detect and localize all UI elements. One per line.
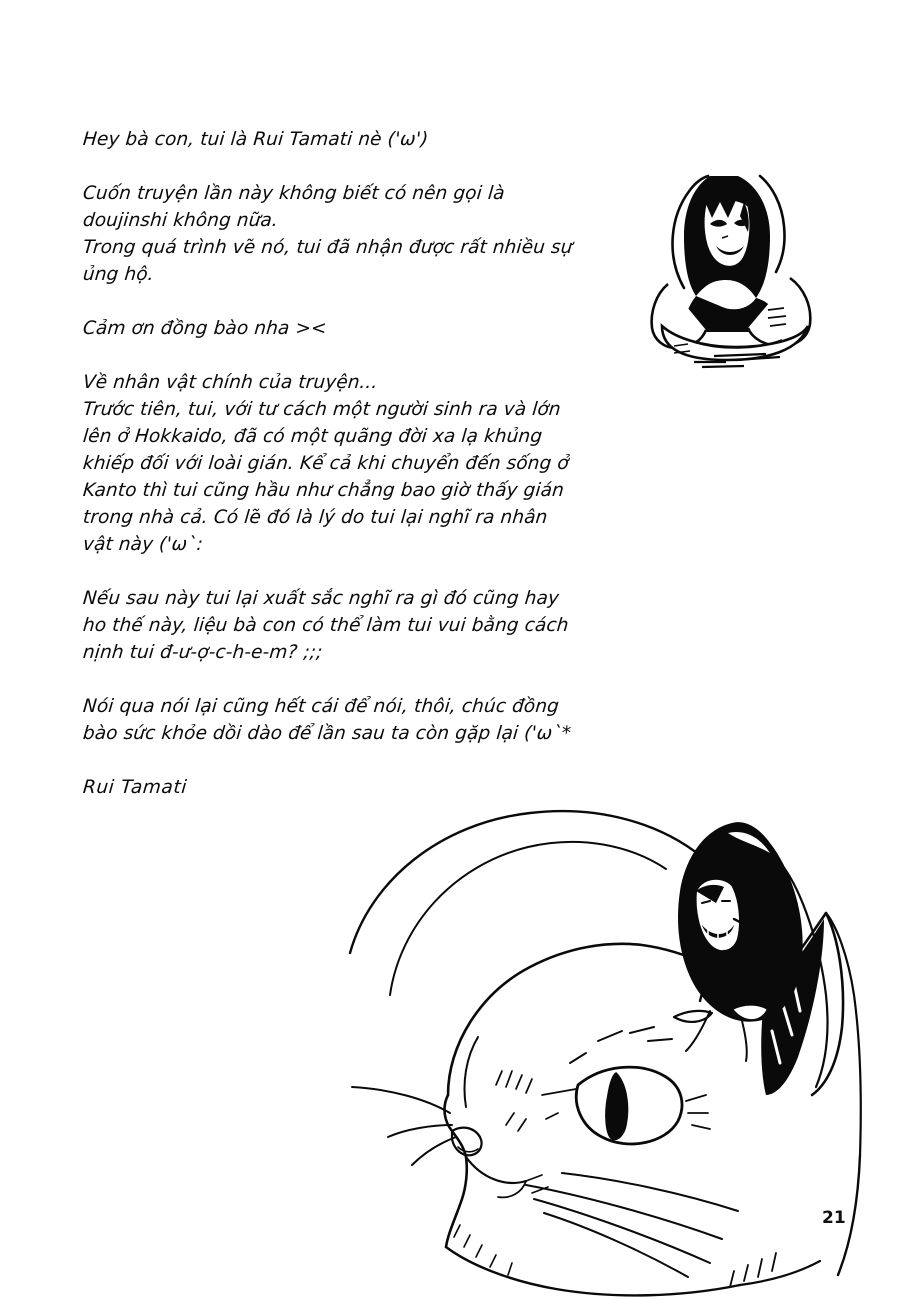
text-line: Nói qua nói lại cũng hết cái để nói, thôi, chúc đồng <box>82 696 560 717</box>
paragraph-greeting <box>83 126 663 153</box>
author-signature <box>83 774 663 801</box>
paragraph-about-the-book <box>83 180 663 288</box>
cat-head-back-arc-inner <box>390 842 666 995</box>
text-line: Trước tiên, tui, với tư cách một người sinh ra và lớn <box>82 399 562 420</box>
paragraph-thanks <box>83 315 663 342</box>
cat-eye <box>576 1067 682 1144</box>
cat-head-back-arc <box>350 811 702 953</box>
cat-jaw <box>446 1247 740 1295</box>
cat-brow-marks <box>570 1027 672 1063</box>
text-line: lên ở Hokkaido, đã có một quãng đời xa lạ khủng <box>82 426 544 447</box>
cat-illustration <box>330 795 900 1300</box>
text-line: Kanto thì tui cũng hầu như chẳng bao giờ thấy gián <box>82 480 565 501</box>
text-line: vật này ('ω`: <box>82 534 204 555</box>
text-line: Cảm ơn đồng bào nha >< <box>82 318 328 339</box>
text-line: Về nhân vật chính của truyện... <box>82 372 379 393</box>
cat-cheek-fur <box>496 1071 576 1095</box>
cat-mouth <box>466 1157 526 1183</box>
cat-muzzle-profile <box>445 1095 467 1247</box>
afterword-text-block <box>83 126 663 801</box>
text-line: khiếp đối với loài gián. Kể cả khi chuyển đến sống ở <box>82 453 570 474</box>
text-line: Rui Tamati <box>82 777 188 798</box>
paragraph-farewell <box>83 693 663 747</box>
page-number: 21 <box>822 1208 846 1228</box>
text-line: nịnh tui đ-ư-ợ-c-h-e-m? ;;; <box>82 642 324 663</box>
antennae-character-illustration <box>640 160 830 370</box>
text-line: Cuốn truyện lần này không biết có nên gọi là <box>82 183 506 204</box>
cat-pupil <box>606 1073 628 1139</box>
text-line: trong nhà cả. Có lẽ đó là lý do tui lại nghĩ ra nhân <box>82 507 549 528</box>
text-line: Nếu sau này tui lại xuất sắc nghĩ ra gì đó cũng hay <box>82 588 560 609</box>
paragraph-future-request <box>83 585 663 666</box>
text-line: bào sức khỏe dồi dào để lần sau ta còn gặp lại ('ω`* <box>82 723 572 744</box>
text-line: doujinshi không nữa. <box>82 210 279 231</box>
text-line: ho thế này, liệu bà con có thể làm tui vui bằng cách <box>82 615 570 636</box>
text-line: Hey bà con, tui là Rui Tamati nè ('ω') <box>82 129 430 150</box>
cat-whiskers-lower <box>526 1173 738 1277</box>
paragraph-about-main-character <box>83 369 663 558</box>
text-line: ủng hộ. <box>82 264 155 285</box>
cat-whiskers-upper <box>352 1037 478 1165</box>
text-line: Trong quá trình vẽ nó, tui đã nhận được rất nhiều sự <box>82 237 574 258</box>
